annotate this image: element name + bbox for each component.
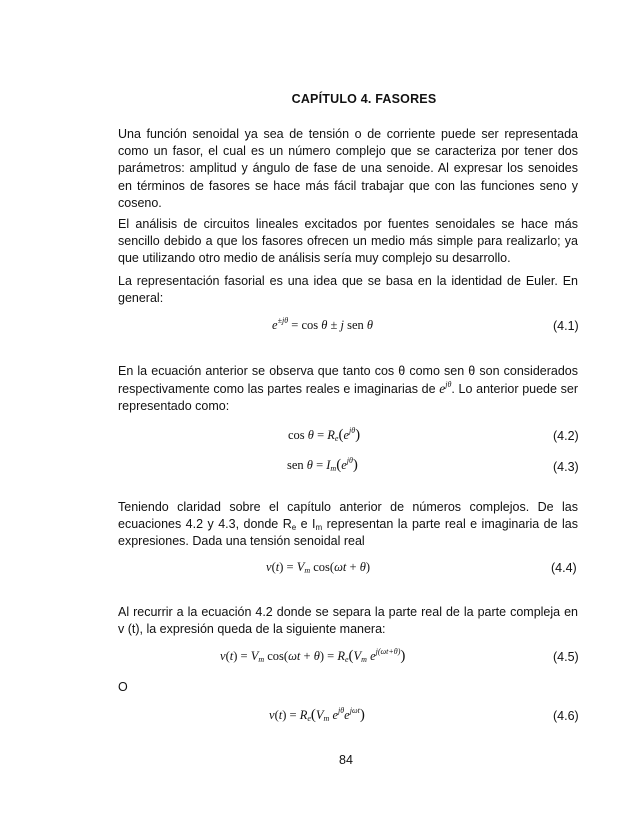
equation-number-4-4: (4.4) [551,561,577,575]
equation-number-4-3: (4.3) [553,460,579,474]
subscript-m: m [315,523,323,533]
inline-math-exp: $e^{j\theta}$ [439,380,452,397]
paragraph-complex-numbers [118,499,578,551]
paragraph-euler-identity: La representación fasorial es una idea que se basa en la identidad de Euler. En general: [118,274,578,306]
equation-cos-real: $\cos \theta = R_e(e^{j\theta})$ [288,426,361,443]
equation-number-4-1: (4.1) [553,319,579,333]
paragraph-real-part-expression: Al recurrir a la ecuación 4.2 donde se separa la parte real de la parte compleja en v (t), la expresión queda de la siguiente manera: [118,605,578,637]
equation-number-4-2: (4.2) [553,429,579,443]
page-number: 84 [339,753,353,767]
chapter-heading: CAPÍTULO 4. FASORES [291,92,437,106]
equation-voltage-phasor-form: $v(t) = R_e(V_m$ $e^{j\theta}e^{j\omega t}$) [269,706,365,723]
paragraph-circuit-analysis: El análisis de circuitos lineales excitados por fuentes senoidales se hace más sencillo debido a que los fasores ofrecen un medio más simple para realizarlo; ya que utilizando otro medio de análisis sería muy complejo su desarrollo. [118,217,578,266]
paragraph-text: . Lo anterior puede ser representado como: [118,382,578,414]
equation-number-4-6: (4.6) [553,709,579,723]
equation-voltage-real-part: $v(t) = V_m$ $\cos(\omega t + \theta) = R_e(V_m$ $e^{j(\omega t+\theta)}$) [220,647,406,664]
equation-number-4-5: (4.5) [553,650,579,664]
paragraph-fasor-intro: Una función senoidal ya sea de tensión o de corriente puede ser representada como un fasor, el cual es un número complejo que se caracteriza por tener dos parámetros: amplitud y ángulo de fase de una senoide. Al expresar los senoides en términos de fasores se hace más fácil trabajar que con las funciones seno y coseno. [118,127,578,210]
paragraph-real-imag-parts [118,363,578,416]
equation-sinusoidal-voltage: $v(t) = V_m$ cos(ωt + θ) [266,560,371,575]
subscript-e: e [291,523,297,533]
equation-euler: $e^{\pm j\theta} = \cos \theta \pm j$ sen θ [272,316,374,332]
equation-sen-imag: sen $\theta = I_m(e^{j\theta})$ [287,456,358,473]
paragraph-text: En la ecuación anterior se observa que tanto cos θ como sen θ son considerados respectivamente como las partes reales e imaginarias de [118,364,578,397]
paragraph-text: e I [296,517,316,532]
paragraph-text: representan la parte real e imaginaria de las expresiones. Dada una tensión senoidal real [118,517,578,549]
paragraph-or: O [118,680,128,694]
paragraph-text: Teniendo claridad sobre el capítulo anterior de números complejos. De las ecuaciones 4.2 y 4.3, donde R [118,500,578,532]
